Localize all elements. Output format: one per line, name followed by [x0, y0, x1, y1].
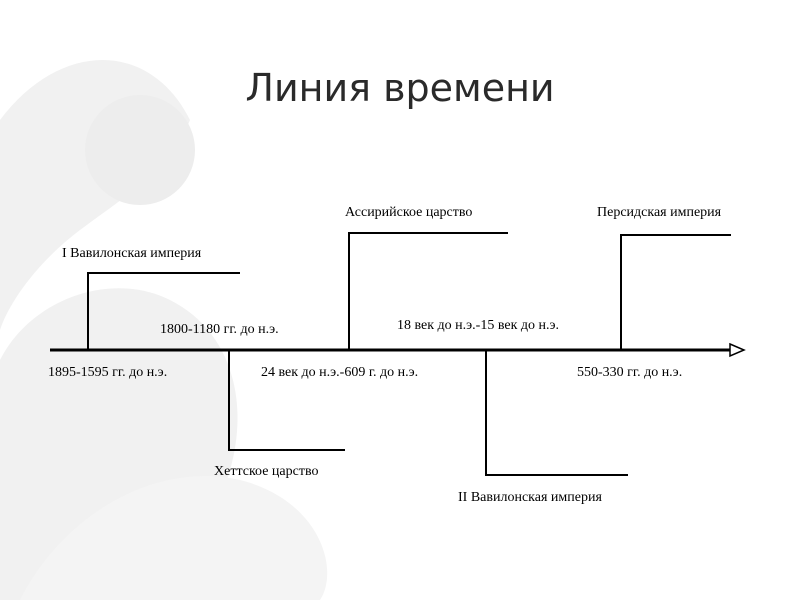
- event-name-babylon-2: II Вавилонская империя: [458, 490, 602, 505]
- event-dates-persia: 550-330 гг. до н.э.: [577, 365, 683, 380]
- connector-babylon-1: [88, 273, 240, 350]
- event-name-babylon-1: I Вавилонская империя: [62, 246, 202, 261]
- event-dates-assyria: 24 век до н.э.-609 г. до н.э.: [261, 365, 419, 380]
- event-dates-hittite: 1800-1180 гг. до н.э.: [160, 322, 279, 337]
- event-name-hittite: Хеттское царство: [214, 464, 319, 479]
- event-name-assyria: Ассирийское царство: [345, 205, 473, 220]
- timeline-arrow-icon: [730, 344, 744, 356]
- event-dates-babylon-1: 1895-1595 гг. до н.э.: [48, 365, 168, 380]
- event-dates-babylon-2: 18 век до н.э.-15 век до н.э.: [397, 318, 559, 333]
- page-title: Линия времени: [245, 66, 555, 110]
- connector-persia: [621, 235, 731, 350]
- event-name-persia: Персидская империя: [597, 205, 722, 220]
